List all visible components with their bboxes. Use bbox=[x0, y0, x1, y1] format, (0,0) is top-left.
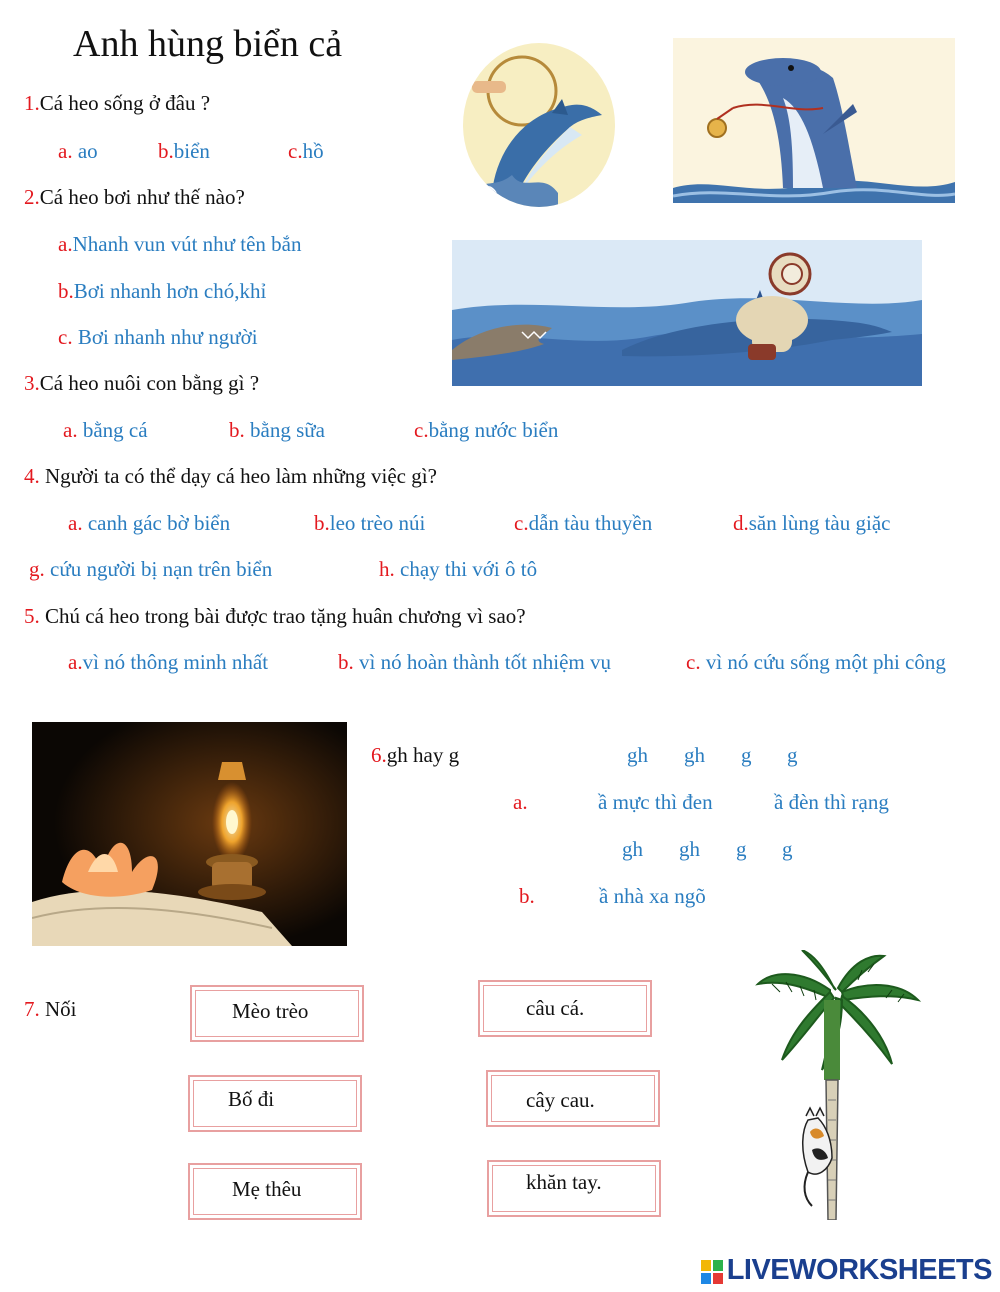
question-4 bbox=[24, 464, 437, 489]
question-text: Cá heo sống ở đâu ? bbox=[39, 91, 211, 115]
cat-palm-tree-illustration bbox=[752, 950, 924, 1220]
match-left-label: Bố đi bbox=[228, 1087, 275, 1111]
q4-option-d[interactable]: d.săn lùng tàu giặc bbox=[733, 511, 891, 535]
question-text: gh hay g bbox=[386, 743, 460, 767]
question-number: 3. bbox=[24, 371, 40, 395]
q6-a-choice-gh-2[interactable]: gh bbox=[684, 743, 705, 767]
question-1 bbox=[24, 91, 210, 116]
q6-b-choice-gh-1[interactable]: gh bbox=[622, 837, 643, 861]
match-left-2[interactable] bbox=[188, 1075, 362, 1132]
question-text: Nối bbox=[39, 997, 77, 1021]
page-title: Anh hùng biển cả bbox=[73, 23, 343, 65]
q6-a-choice-g-1[interactable]: g bbox=[741, 743, 752, 767]
match-left-label: Mèo trèo bbox=[232, 999, 309, 1023]
question-number: 7. bbox=[24, 997, 40, 1021]
q1-option-c[interactable]: c.hồ bbox=[288, 139, 324, 163]
match-left-3[interactable] bbox=[188, 1163, 362, 1220]
question-number: 2. bbox=[24, 185, 40, 209]
match-right-2[interactable] bbox=[486, 1070, 660, 1127]
q6-a-choice-g-2[interactable]: g bbox=[787, 743, 798, 767]
question-number: 1. bbox=[24, 91, 40, 115]
q6-row-b-letter: b. bbox=[519, 884, 535, 908]
q3-option-b[interactable]: b. bằng sữa bbox=[229, 418, 325, 442]
q3-option-c[interactable]: c.bằng nước biển bbox=[414, 418, 559, 442]
q4-option-a[interactable]: a. canh gác bờ biển bbox=[68, 511, 231, 535]
diver-dolphin-shark-illustration bbox=[452, 240, 922, 386]
question-text: Người ta có thể dạy cá heo làm những việc gì? bbox=[39, 464, 437, 488]
question-number: 6. bbox=[371, 743, 387, 767]
q4-option-h[interactable]: h. chạy thi với ô tô bbox=[379, 557, 538, 581]
match-right-label: cây cau. bbox=[526, 1088, 595, 1112]
question-7 bbox=[24, 997, 77, 1022]
q2-option-b[interactable]: b.Bơi nhanh hơn chó,khỉ bbox=[58, 279, 267, 303]
question-text: Cá heo bơi như thế nào? bbox=[39, 185, 245, 209]
q6-b-choice-gh-2[interactable]: gh bbox=[679, 837, 700, 861]
question-number: 5. bbox=[24, 604, 40, 628]
question-text: Cá heo nuôi con bằng gì ? bbox=[39, 371, 260, 395]
match-right-label: khăn tay. bbox=[526, 1170, 602, 1194]
q1-option-a[interactable]: a. ao bbox=[58, 139, 98, 163]
q2-option-c[interactable]: c. Bơi nhanh như người bbox=[58, 325, 258, 349]
match-right-label: câu cá. bbox=[526, 996, 585, 1020]
dolphin-hoop-illustration bbox=[462, 43, 617, 208]
question-6 bbox=[371, 743, 459, 768]
q6-row-a-letter: a. bbox=[513, 790, 528, 814]
match-right-1[interactable] bbox=[478, 980, 652, 1037]
brand-text: LIVEWORKSHEETS bbox=[726, 1254, 992, 1286]
q6-b-choice-g-2[interactable]: g bbox=[782, 837, 793, 861]
q6-row-a-text-2: ầ đèn thì rạng bbox=[774, 790, 889, 814]
q6-b-choice-g-1[interactable]: g bbox=[736, 837, 747, 861]
q6-row-b-text: ầ nhà xa ngõ bbox=[599, 884, 706, 908]
q1-option-b[interactable]: b.biển bbox=[158, 139, 210, 163]
q4-option-c[interactable]: c.dẫn tàu thuyền bbox=[514, 511, 653, 535]
match-left-label: Mẹ thêu bbox=[232, 1177, 302, 1201]
lamp-lotus-photo bbox=[32, 722, 347, 946]
q5-option-a[interactable]: a.vì nó thông minh nhất bbox=[68, 650, 269, 674]
question-5 bbox=[24, 604, 526, 629]
q4-option-b[interactable]: b.leo trèo núi bbox=[314, 511, 426, 535]
question-number: 4. bbox=[24, 464, 40, 488]
question-text: Chú cá heo trong bài được trao tặng huân chương vì sao? bbox=[39, 604, 526, 628]
q5-option-b[interactable]: b. vì nó hoàn thành tốt nhiệm vụ bbox=[338, 650, 611, 674]
q5-option-c[interactable]: c. vì nó cứu sống một phi công bbox=[686, 650, 946, 674]
question-3 bbox=[24, 371, 259, 396]
q2-option-a[interactable]: a.Nhanh vun vút như tên bắn bbox=[58, 232, 302, 256]
q4-option-g[interactable]: g. cứu người bị nạn trên biển bbox=[29, 557, 273, 581]
liveworksheets-logo bbox=[701, 1254, 992, 1287]
q6-a-choice-gh-1[interactable]: gh bbox=[627, 743, 648, 767]
dolphin-medal-illustration bbox=[673, 38, 955, 203]
q3-option-a[interactable]: a. bằng cá bbox=[63, 418, 148, 442]
brand-blocks-icon bbox=[701, 1259, 723, 1283]
question-2 bbox=[24, 185, 245, 210]
match-right-3[interactable] bbox=[487, 1160, 661, 1217]
match-left-1[interactable] bbox=[190, 985, 364, 1042]
q6-row-a-text-1: ầ mực thì đen bbox=[598, 790, 713, 814]
